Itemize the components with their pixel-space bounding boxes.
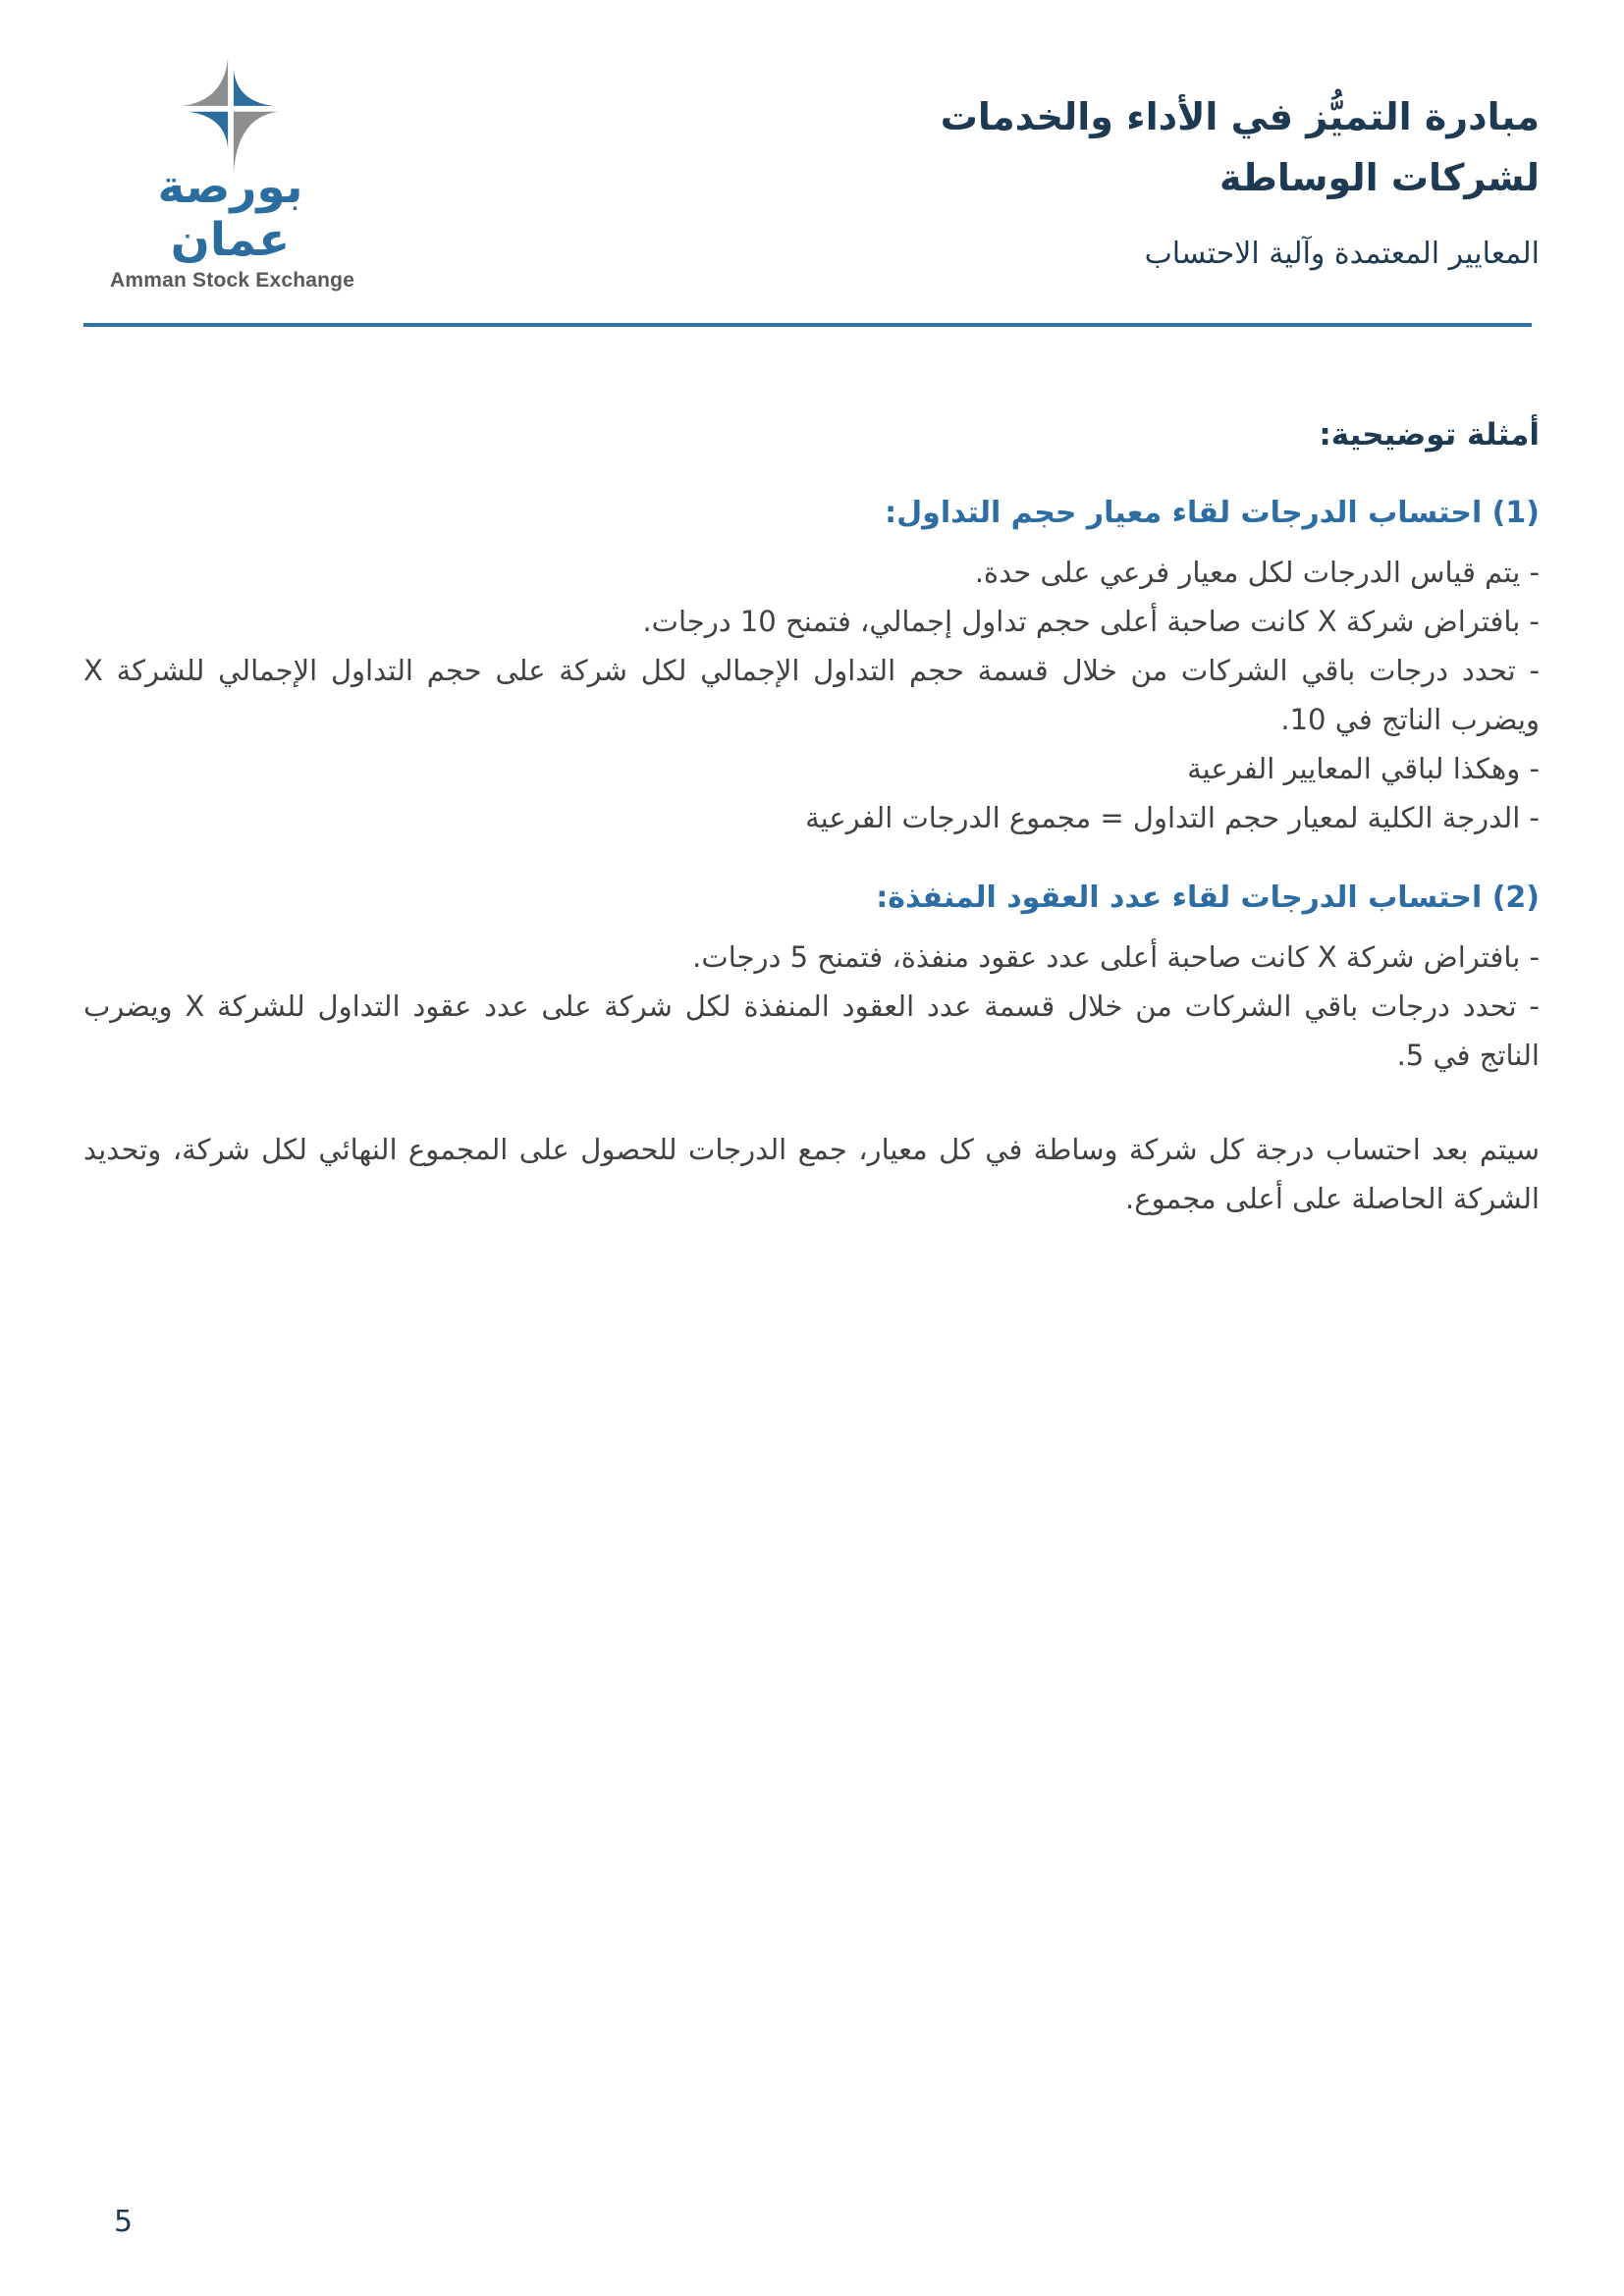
section-1-bullet-3: - تحدد درجات باقي الشركات من خلال قسمة حجم التداول الإجمالي لكل شركة على حجم التداول الإجمالي للشركة X ويضرب الناتج في 10. bbox=[83, 654, 1540, 736]
document-title-line1: مبادرة التميُّز في الأداء والخدمات bbox=[940, 95, 1540, 138]
closing-paragraph: سيتم بعد احتساب درجة كل شركة وساطة في كل معيار، جمع الدرجات للحصول على المجموع النهائي لكل شركة، وتحديد الشركة الحاصلة على أعلى مجموع. bbox=[83, 1133, 1540, 1215]
examples-heading: أمثلة توضيحية: bbox=[1319, 417, 1540, 453]
logo-wordmark-arabic: بورصة عمان bbox=[157, 160, 303, 268]
document-subtitle: المعايير المعتمدة وآلية الاحتساب bbox=[1144, 237, 1540, 271]
section-1-bullet-2: - بافتراض شركة X كانت صاحبة أعلى حجم تداول إجمالي، فتمنح 10 درجات. bbox=[642, 605, 1540, 638]
section-2-bullet-1: - بافتراض شركة X كانت صاحبة أعلى عدد عقود منفذة، فتمنح 5 درجات. bbox=[692, 940, 1540, 974]
ase-star-icon bbox=[179, 57, 283, 177]
section-2-bullet-2: - تحدد درجات باقي الشركات من خلال قسمة عدد العقود المنفذة لكل شركة على عدد عقود التداول للشركة X ويضرب الناتج في 5. bbox=[83, 989, 1540, 1072]
section-executed-contracts bbox=[83, 876, 1540, 1080]
document-title-line2: لشركات الوساطة bbox=[1219, 156, 1540, 199]
section-2-title: (2) احتساب الدرجات لقاء عدد العقود المنفذة: bbox=[876, 881, 1540, 915]
section-1-bullet-5: - الدرجة الكلية لمعيار حجم التداول = مجموع الدرجات الفرعية bbox=[805, 801, 1540, 834]
section-trading-volume bbox=[83, 491, 1540, 842]
header-titles bbox=[656, 86, 1540, 275]
section-1-bullet-1: - يتم قياس الدرجات لكل معيار فرعي على حدة. bbox=[974, 556, 1540, 589]
document-body bbox=[83, 412, 1540, 1223]
page-number: 5 bbox=[114, 2205, 134, 2239]
ase-logo bbox=[110, 57, 355, 293]
header-divider bbox=[83, 323, 1532, 327]
section-1-bullet-4: - وهكذا لباقي المعايير الفرعية bbox=[1187, 752, 1540, 785]
logo-wordmark-english: Amman Stock Exchange bbox=[110, 269, 355, 293]
section-1-title: (1) احتساب الدرجات لقاء معيار حجم التداول: bbox=[885, 496, 1540, 530]
